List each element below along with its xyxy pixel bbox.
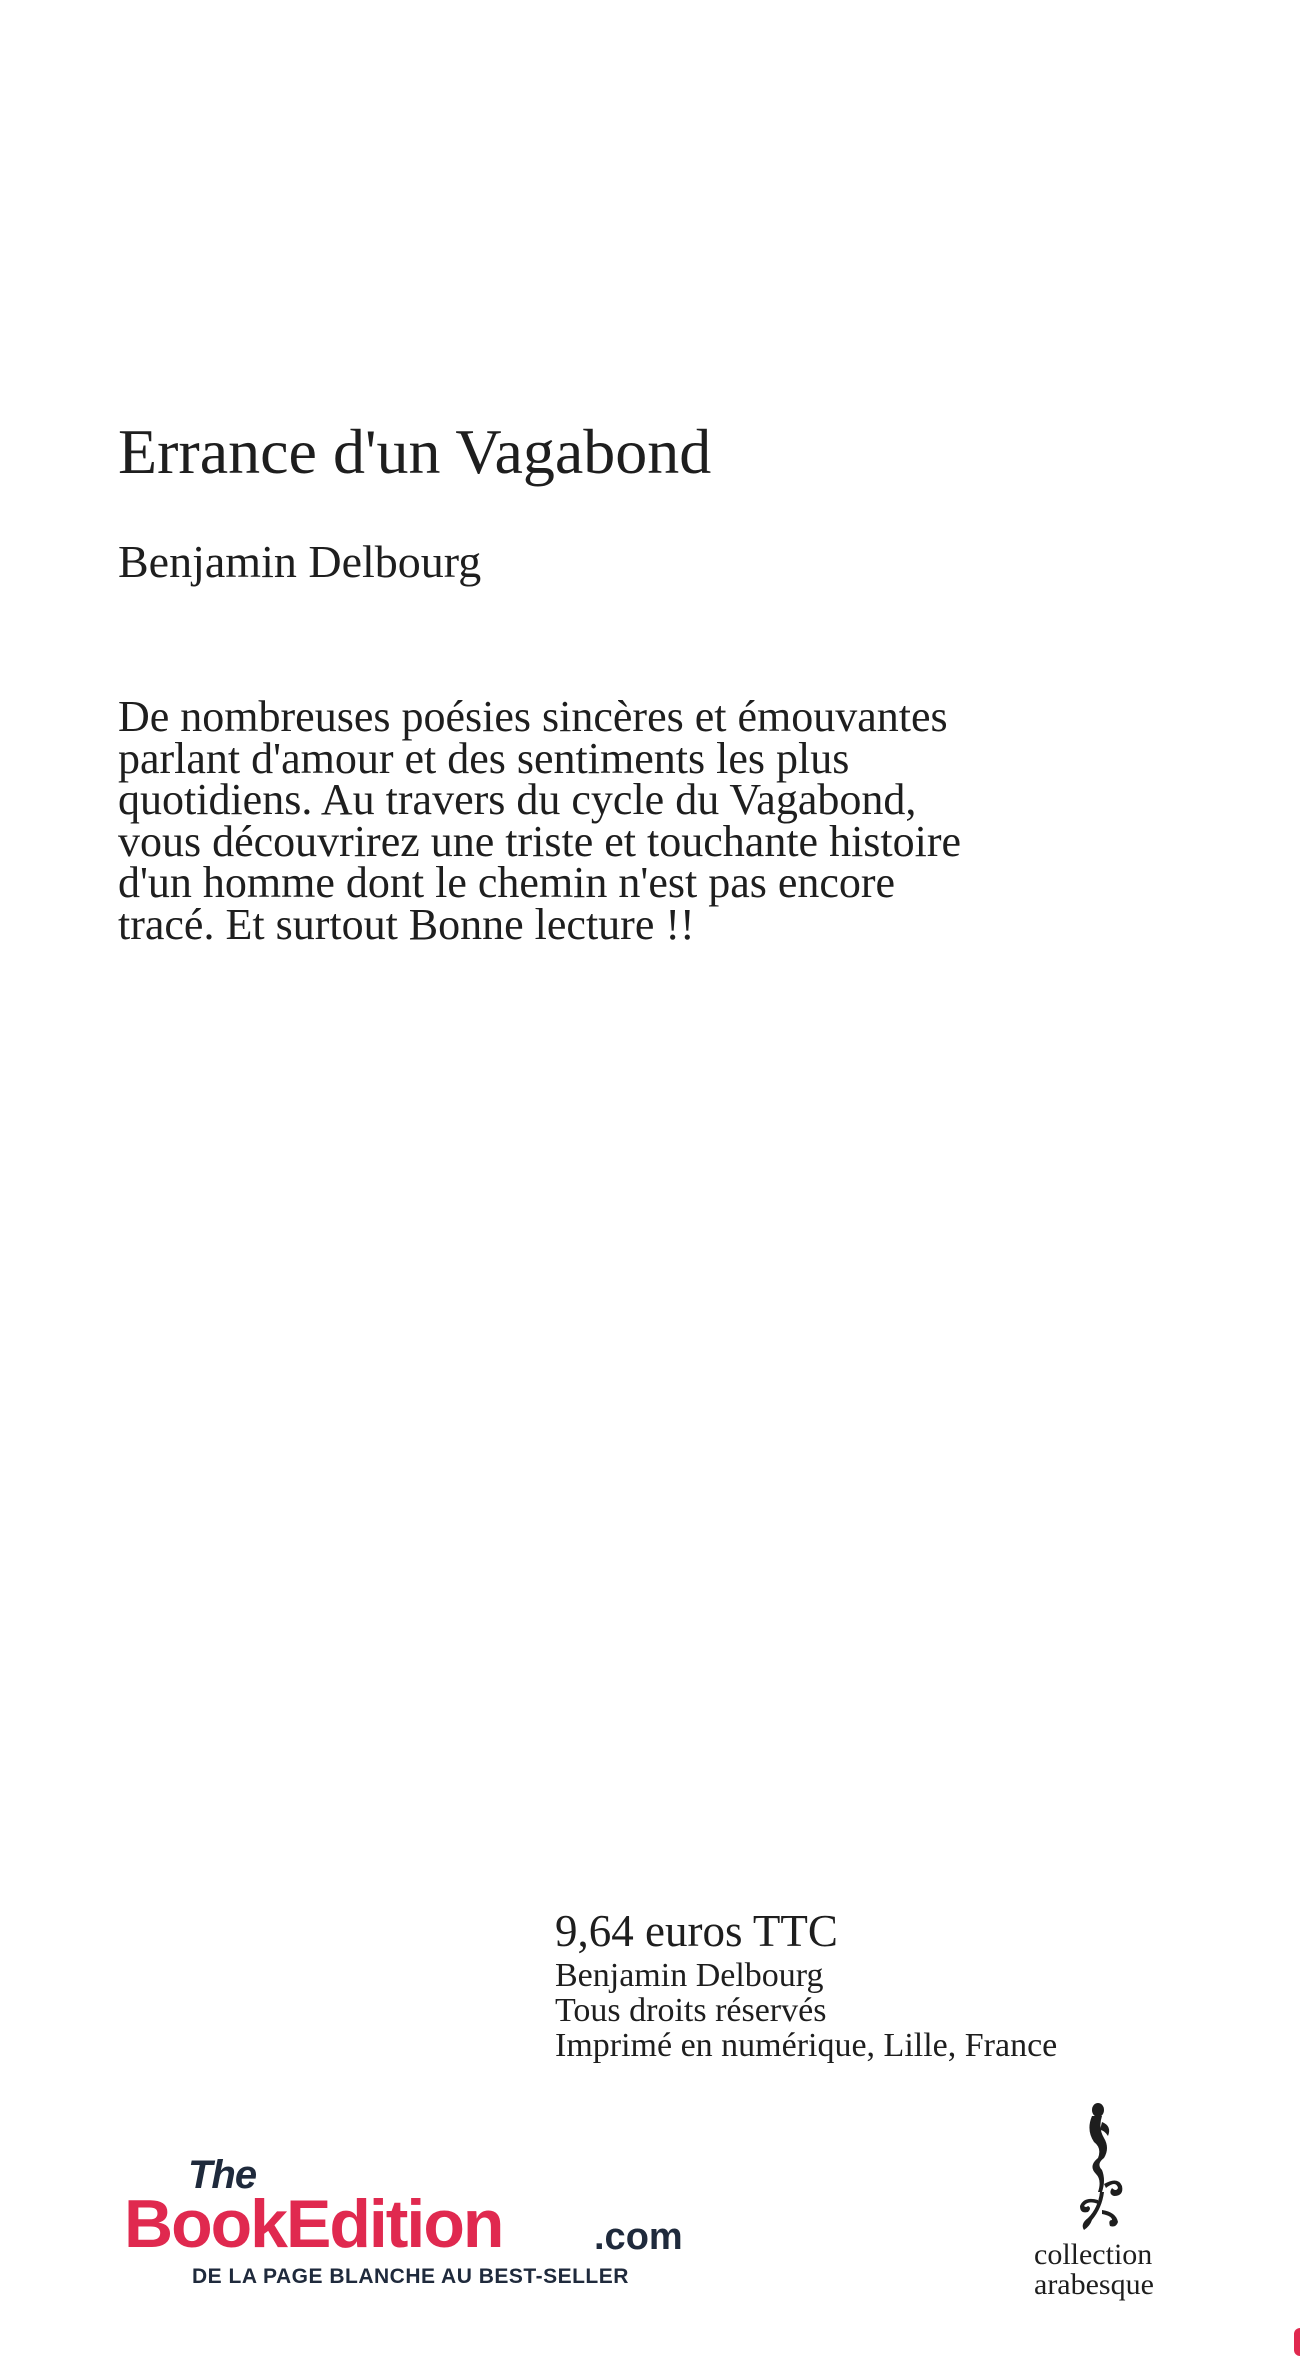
collection-arabesque-logo — [1030, 2100, 1190, 2300]
collection-label — [1034, 2240, 1154, 2300]
imprint-printed: Imprimé en numérique, Lille, France — [555, 2027, 1058, 2064]
book-blurb: De nombreuses poésies sincères et émouvantes parlant d'amour et des sentiments les plus quotidiens. Au travers du cycle du Vagabond, vous découvrirez une triste et touchante histoire d'un homme dont le chemin n'est pas encore tracé. Et surtout Bonne lecture !! — [118, 692, 962, 949]
logo-name: BookEdition — [124, 2186, 503, 2262]
collection-line1: collection — [1034, 2238, 1153, 2271]
book-title: Errance d'un Vagabond — [118, 416, 712, 487]
thebookedition-logo — [124, 2155, 714, 2295]
edge-mark — [1294, 2328, 1300, 2356]
imprint-author: Benjamin Delbourg — [555, 1957, 824, 1994]
book-author: Benjamin Delbourg — [118, 536, 482, 587]
price-label: 9,64 euros TTC — [555, 1906, 838, 1956]
ornament-figure-icon — [1058, 2100, 1158, 2235]
imprint-block — [555, 1904, 1255, 2063]
collection-line2: arabesque — [1034, 2268, 1154, 2301]
logo-suffix: .com — [594, 2216, 683, 2258]
imprint-rights: Tous droits réservés — [555, 1992, 827, 2029]
logo-prefix: The — [188, 2153, 257, 2197]
logo-tagline: DE LA PAGE BLANCHE AU BEST-SELLER — [192, 2265, 629, 2288]
